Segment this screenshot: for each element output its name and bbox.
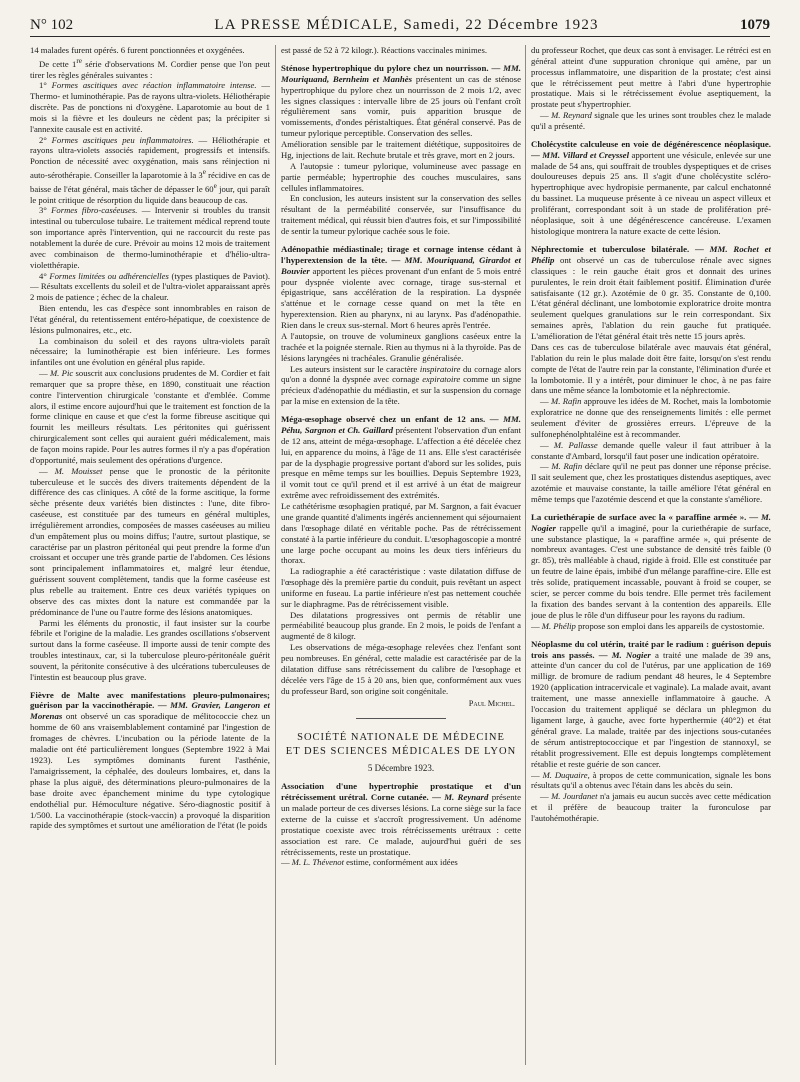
section-heading: Néphrectomie et tuberculose bilatérale. — MM. Rochet et Phélip ont observé un cas de tuberculose rénale avec signes classiques : le rein gauche était gros et donnait des urines purulentes, le rein droit était faiblement positif. Élimination d'urée satisfaisante (12 gr.). Azotémie de 0 gr. 35. Constante de 0,100. L'état général déclinant, une lombotomie exploratrice droite montra seulement quelques granulations sur le rein correspondant. Six semaines après, l'ablation du rein gauche fut pratiquée. L'amélioration de l'état général était très nette 15 jours après. bbox=[531, 243, 771, 342]
paragraph: En conclusion, les auteurs insistent sur la conservation des selles résultant de la perméabilité conservée, sur l'insuffisance du traitement médical, qui réussit bien d'autres fois, et sur l'impossibilité de sentir la tumeur pylorique cachée sous le foie. bbox=[281, 193, 521, 236]
section-heading: Fièvre de Malte avec manifestations pleuro-pulmonaires; guérison par la vaccinothérapie. — MM. Gravier, Langeron et Morenas ont observé un cas sporadique de mélitococcie chez un homme de 60 ans vraisemblablement contaminé par l'ingestion de fromages de chèvres. L'incubation ou la période latente de la maladie ont été particulièrement longues (Septembre 1922 à Mai 1923). Les symptômes dominants furent l'asthénie, l'amaigrissement, la céphalée, des douleurs lombaires, et, dans la phase la plus aiguë, des déterminations pleuro-pulmonaires de la base droite avec épanchement minime du type cytologique endothélial pur. Hémoculture négative. Séro-diagnostic positif à 1/500. La vaccinothérapie (stock-vaccin) a provoqué la disparition rapide des symptômes et surtout une amélioration de l'état (le poids bbox=[30, 689, 270, 831]
separator-rule bbox=[356, 718, 446, 719]
paragraph: 14 malades furent opérés. 6 furent ponctionnées et oxygénées. bbox=[30, 45, 245, 55]
paragraph: A l'autopsie : tumeur pylorique, volumineuse avec passage en partie perméable; hypertrophie des couches musculaires, sans cellules inflammatoires. bbox=[281, 160, 521, 193]
issue-number: N° 102 bbox=[30, 16, 74, 33]
society-title: SOCIÉTÉ NATIONALE DE MÉDECINE ET DES SCIENCES MÉDICALES DE LYON bbox=[285, 732, 517, 758]
section-heading: Adénopathie médiastinale; tirage et cornage intense cédant à l'hyperextension de la tête. — MM. Mouriquand, Girardot et Bouvier apportent les pièces provenant d'un enfant de 5 mois entré pour dyspnée violente avec cornage, tirage sus-sternal et épigastrique, sans accélération de la respiration. La dyspnée s'atténue et le cornage cesse quand on met la tête en hyperextension. Rien au pharynx, ni au larynx. Pas d'adénopathie. Rien dans le creux sus-sternal. Mort 6 heures après l'entrée. bbox=[281, 243, 521, 331]
paragraph: — M. Pic souscrit aux conclusions prudentes de M. Cordier et fait remarquer que sa propre thèse, en 1890, constituait une réaction contre l'intervention chirurgicale 'constante et d'emblée. Comme alors, il estime encore aujourd'hui que le traitement est fonction de la forme clinique en cause et que c'est la forme fibreuse ascitique qui fournit les meilleurs résultats. Les péritonites qui guérissent chirurgicalement sont celles qui auraient guéri médicalement, mais de façon moins rapide. Pour les autres formes il n'y a pas d'opération d'opportunité, mais seulement des opérations d'urgence. bbox=[30, 368, 270, 465]
paragraph: De cette 1re série d'observations M. Cordier pense que l'on peut tirer les règles générales suivantes : bbox=[30, 56, 270, 80]
journal-title: LA PRESSE MÉDICALE, Samedi, 22 Décembre 1923 bbox=[214, 16, 599, 33]
paragraph: Le cathétérisme œsophagien pratiqué, par M. Sargnon, a fait évacuer une grande quantité d'aliments ingérés anciennement qui séjournaient dans l'œsophage dilaté en véritable poche. Pas de rétrécissement constaté à la partie inférieure du conduit. L'œsophagoscopie a montré une large poche occupant au moins les deux tiers inférieurs du thorax. bbox=[281, 501, 521, 566]
section-heading: Néoplasme du col utérin, traité par le radium : guérison depuis trois ans passés. — M. Nogier a traité une malade de 39 ans, atteinte d'un cancer du col de l'utérus, par une application de 169 milligr. de bromure de radium pendant 48 heures, le 4 Septembre 1920 (application intracervicale et vaginale). La malade avait, avant traitement, une masse annexielle inflammatoire à gauche. A l'occasion du traitement appliqué se déclara un phlegmon du ligament large, à gauche, avec forte hyperthermie (40°2) et état général grave. La malade, traitée par des injections sous-cutanées de sérum antistreptococcique et par l'ingestion de stannoxyl, se rétablit progressivement. Elle est depuis longtemps complètement rétablie et reste guérie de son cancer. bbox=[531, 638, 771, 769]
section-heading: Cholécystite calculeuse en voie de dégénérescence néoplasique. — MM. Villard et Creyssel apportent une vésicule, enlevée sur une malade de 54 ans, qui souffrait de troubles dyspeptiques et de crises douloureuses depuis 25 ans. Il s'agit d'une cholécystite scléro-hypertrophique avec hydropisie permanente, par calcul enchatonné du bassinet. La muqueuse présente à ce niveau un aspect villeux et proliférant, correspondant soit à un stade de prolifération pré-néoplasique, soit à une dégénérescence cancéreuse. L'examen histologique montrera la nature exacte de cette lésion. bbox=[531, 138, 771, 236]
paragraph: 1° Formes ascitiques avec réaction inflammatoire intense. — Thermo- et luminothérapie. Pas de rayons ultra-violets. Héliothérapie discrète. Pas de ponctions ni d'oxygène. Laparotomie au bout de 1 mois si la fièvre et les douleurs ne cèdent pas; la précipiter si l'annexite causale est en activité. bbox=[30, 80, 270, 134]
paragraph: 3° Formes fibro-caséeuses. — Intervenir si troubles du transit intestinal ou tuberculose tubaire. Le traitement médical reprend toute son importance après l'intervention, qui ne raccourcit du reste pas notablement la durée de cure. Prévoir au moins 12 mois de traitement avec combinaison de thermo-luminothérapie et d'hélio-ultra-violetthérapie. bbox=[30, 205, 270, 270]
section-heading: Association d'une hypertrophie prostatique et d'un rétrécissement urétral. Corne cutanée. — M. Reynard présente un malade porteur de ces diverses lésions. La corne siège sur la face externe de la cuisse et s'accroît progressivement. Un adénome prostatique coexiste avec trois rétrécissements urétraux : cette association est rare. Ce malade, aujourd'hui guéri de ses rétrécissements, reste un prostatique. bbox=[281, 781, 521, 857]
paragraph: Parmi les éléments du pronostic, il faut insister sur la courbe fébrile et l'origine de la maladie. Les grandes oscillations s'observent surtout dans la forme caséeuse. Il importe aussi de tenir compte des troubles intestinaux, car, si la tuberculose pleuro-péritonéale guérit souvent, la péritonite consécutive à des ulcérations tuberculeuses de l'intestin est beaucoup plus grave. bbox=[30, 617, 270, 682]
column-divider bbox=[275, 45, 276, 1065]
section-heading: Méga-œsophage observé chez un enfant de 12 ans. — MM. Péhu, Sargnon et Ch. Gaillard présentent l'observation d'un enfant de 12 ans, atteint de méga-œsophage. L'affection a été décelée chez lui, en apparence du moins, à l'âge de 11 ans. Elle s'est caractérisée par de la dysphagie progressive portant d'abord sur les solides, puis presque en même temps sur les bouillies. Depuis Septembre 1923, il vomit tout ce qu'il prend et il est arrivé à un état de maigreur extrême avec refroidissement des extrémités. bbox=[281, 413, 521, 501]
column-left bbox=[30, 45, 270, 1065]
section-heading: Sténose hypertrophique du pylore chez un nourrisson. — MM. Mouriquand, Bernheim et Manhès présentent un cas de sténose hypertrophique du pylore chez un nourrisson de 2 mois 1/2, avec les signes classiques : intervalle libre de 25 jours où l'enfant croît régulièrement sans vomir, puis apparition brusque de vomissements, d'ondes péristaltiques. État général conservé. Pas de tumeur pylorique perceptible. Conservation des selles. bbox=[281, 62, 521, 139]
paragraph: — M. L. Thévenot estime, conformément aux idées bbox=[281, 857, 458, 868]
paragraph: — M. Pallasse demande quelle valeur il faut attribuer à la constante d'Ambard, lorsqu'il faut poser une indication opératoire. bbox=[531, 439, 771, 461]
paragraph: Des dilatations progressives ont permis de rétablir une perméabilité beaucoup plus grande. En 2 mois, le poids de l'enfant a augmenté de 8 kilogr. bbox=[281, 609, 521, 642]
paragraph: — M. Duquaire, à propos de cette communication, signale les bons résultats qu'il a obtenus avec l'étain dans les abcès du sein. bbox=[531, 769, 771, 791]
paragraph: Amélioration sensible par le traitement diététique, suppositoires de Hg, injections de lait. Rechute brutale et très grave, mort en 2 jours. bbox=[281, 139, 521, 161]
paragraph: Bien entendu, les cas d'espèce sont innombrables en raison de l'état général, du retentissement entéro-hépatique, de coexistence de lésions pulmonaires, etc., etc. bbox=[30, 303, 270, 335]
column-middle bbox=[281, 45, 521, 1065]
paragraph: — M. Rafin déclare qu'il ne peut pas donner une réponse précise. Il sait seulement que, chez les prostatiques distendus aseptiques, avec azotémie et mauvaise constante, la taille améliore l'état général en même temps que l'azotémie descend et que la constante s'améliore. bbox=[531, 461, 771, 504]
paragraph: — M. Jourdanet n'a jamais eu aucun succès avec cette médication et il préfère de beaucoup traiter la furonculose par l'autohémothérapie. bbox=[531, 791, 771, 823]
section-heading: La curiethérapie de surface avec la « paraffine armée ». — M. Nogier rappelle qu'il a imaginé, pour la curiethérapie de surface, une substance plastique, la « paraffine armée », qui présente de nombreux avantages. C'est une substance de densité très faible (0 gr. 85), très malléable à chaud, rigide à froid. Elle est constituée par un feutre de laine épais, imbibé d'un mélange paraffine-cire. Elle est très solide, pratiquement incassable, pouvant à froid se couper, se scier, se percer comme du bois tendre. Elle permet très facilement la fixation des bandes servant à la contention des appareils. Elle joue de plus le rôle d'un diffuseur pour les rayons du radium. bbox=[531, 511, 771, 620]
paragraph: La radiographie a été caractéristique : vaste dilatation diffuse de l'œsophage dès la première partie du conduit, puis revêtant un aspect uniforme en fuseau. La partie inférieure n'est pas nettement couchée sur le diaphragme. Pas de rétrécissement visible. bbox=[281, 566, 521, 609]
paragraph: — M. Phélip propose son emploi dans les appareils de cystostomie. bbox=[531, 620, 765, 631]
paragraph: Les observations de méga-œsophage relevées chez l'enfant sont peu nombreuses. En général, cette maladie est caractérisée par de la dilatation diffuse sans rétrécissement du calibre de l'œsophage et décelée vers l'âge de 15 à 20 ans, bien que, conformément aux vues du professeur Bard, son origine soit congénitale. bbox=[281, 642, 521, 696]
author-signature: Paul Michel. bbox=[468, 699, 515, 709]
paragraph: du professeur Rochet, que deux cas sont à envisager. Le rétréci est en général atteint d'une suppuration chronique qui amène, par un processus inflammatoire, une disparition de la prostate; c'est ainsi que le rétrécissement peut mettre à l'abri d'une hypertrophie prostatique. Mais si le rétrécissement évolue aseptiquement, la prostate peut s'hypertrophier. bbox=[531, 45, 771, 110]
paragraph: A l'autopsie, on trouve de volumineux ganglions caséeux entre la trachée et la poignée sternale. Rien au thymus ni à la thyroïde. Pas de lésions laryngées ni trachéales. Granulie généralisée. bbox=[281, 331, 521, 363]
page-number: 1079 bbox=[740, 16, 770, 33]
paragraph: 2° Formes ascitiques peu inflammatoires. — Héliothérapie et rayons ultra-violets associés rapidement, progressifs et intensifs. Ponction de nécessité avec oxygénation, mais sans réinjection ni auto-sérothérapie. Conseiller la laparotomie à la 3e récidive en cas de baisse de l'état général, mais tâcher de dépasser le 60e jour, qui paraît le point critique de résorption du liquide dans beaucoup de cas. bbox=[30, 134, 270, 205]
paragraph: est passé de 52 à 72 kilogr.). Réactions vaccinales minimes. bbox=[281, 45, 487, 55]
paragraph: La combinaison du soleil et des rayons ultra-violets paraît nécessaire; la luminothérapie est bien inférieure. Les formes infantiles ont une évolution en général plus rapide. bbox=[30, 335, 270, 368]
running-header bbox=[30, 14, 770, 37]
paragraph: Les auteurs insistent sur le caractère inspiratoire du cornage alors qu'on a donné la dyspnée avec cornage expiratoire comme un signe précieux d'adénopathie du médiastin, et sur la suspension du cornage par la mise en extension de la tête. bbox=[281, 363, 521, 407]
session-date: 5 Décembre 1923. bbox=[367, 763, 435, 774]
paragraph: — M. Reynard signale que les urines sont troubles chez le malade qu'il a présenté. bbox=[531, 110, 771, 131]
paragraph: Dans ces cas de tuberculose bilatérale avec mauvais état général, l'ablation du rein le plus malade doit être faite, lorsqu'on s'est rendu compte de l'état de l'autre rein par la constante, l'élimination d'urée et la lombotomie. Il y a intérêt, pour diminuer le choc, à ne pas faire dans une même séance la lombotomie et la néphrectomie. bbox=[531, 342, 771, 396]
paragraph: — M. Mouisset pense que le pronostic de la péritonite tuberculeuse et le succès des divers traitements dépendent de la différence des cas cliniques. A côté de la forme ascitique, la forme sèche présente deux variétés bien distinctes : l'une, dite fibro-caséeuse, est constituée par des tumeurs en général multiples, irrégulièrement arrondies, composées de masses caséeuses au milieu d'un empâtement plus ou moins diffus; l'autre, surtout plastique, se caractérise par un plastron péritonéal qui peut prendre la forme d'un croissant et occuper une très grande partie de l'abdomen. Ces lésions sont principalement inflammatoires et, malgré leur étendue, guérissent souvent complètement, tandis que la forme caséeuse est plus rebelle au traitement. Entre ces deux variétés typiques on observe des cas mixtes dont la nature est commandée par la prédominance de l'une ou l'autre forme des lésions anatomiques. bbox=[30, 465, 270, 617]
paragraph: 4° Formes limitées ou adhérencielles (types plastiques de Paviot). — Résultats excellents du soleil et de l'ultra-violet apparaissant après 2 mois de patience ; échec de la chaleur. bbox=[30, 270, 270, 303]
paragraph: — M. Rafin approuve les idées de M. Rochet, mais la lombotomie exploratrice ne donne que des renseignements limités : elle permet seulement d'éviter de grossières erreurs. L'épreuve de la sulfonephénolphtaléine est à recommander. bbox=[531, 396, 771, 439]
column-divider bbox=[525, 45, 526, 1065]
column-right bbox=[531, 45, 771, 1065]
